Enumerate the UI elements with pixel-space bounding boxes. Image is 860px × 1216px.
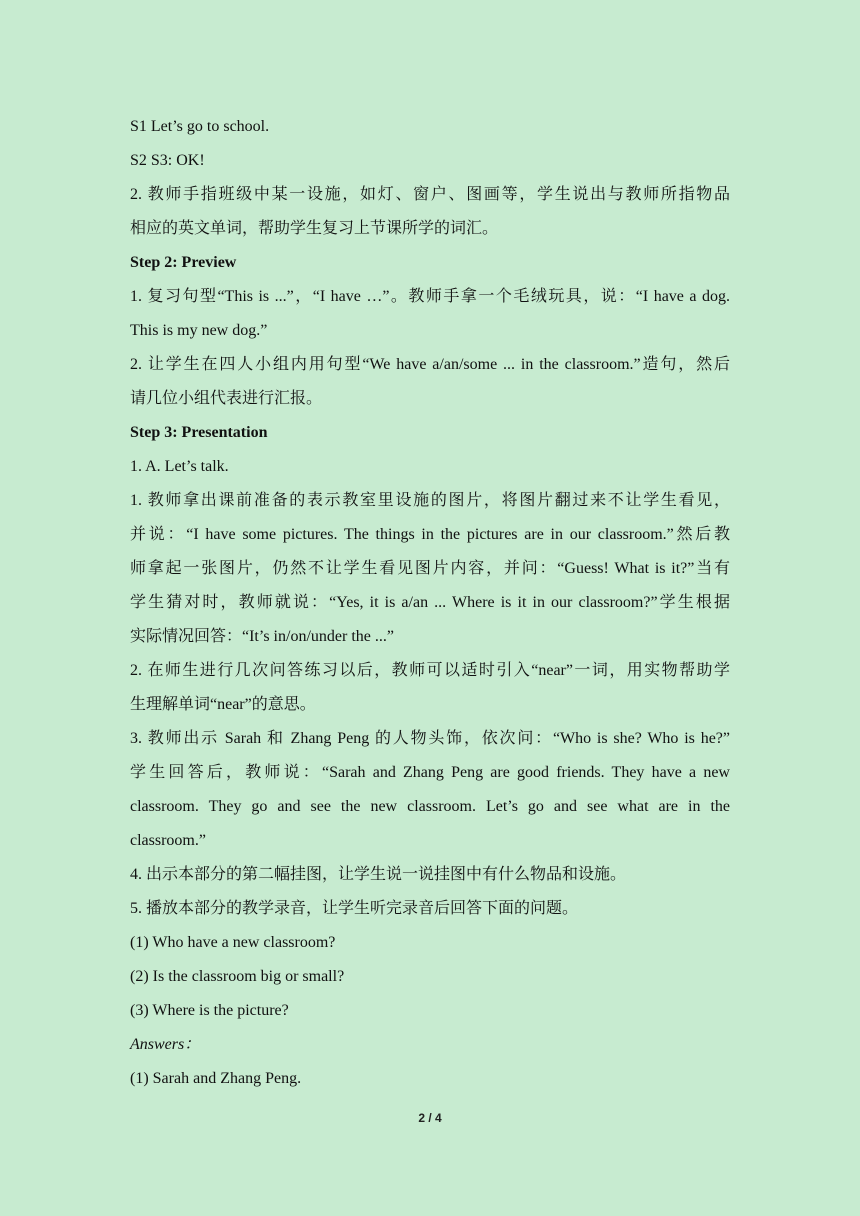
answer-line: (1) Sarah and Zhang Peng.: [130, 1070, 302, 1087]
text-line: S2 S3: OK!: [130, 152, 205, 169]
text-line: 实际情况回答：“It’s in/on/under the ...”: [130, 628, 394, 645]
text-line: 相应的英文单词，帮助学生复习上节课所学的词汇。: [130, 220, 499, 237]
text-line: 2. 教师手指班级中某一设施，如灯、窗户、图画等，学生说出与教师所指物品: [130, 186, 730, 203]
page-number: 2 / 4: [418, 1111, 442, 1125]
question-line: (3) Where is the picture?: [130, 1002, 289, 1019]
section-heading: Step 3: Presentation: [130, 424, 268, 441]
text-line: 并说：“I have some pictures. The things in the pictures are in our classroom.”然后教: [130, 526, 730, 543]
text-line: 2. 让学生在四人小组内用句型“We have a/an/some ... in the classroom.”造句，然后: [130, 356, 730, 373]
text-line: classroom. They go and see the new classroom. Let’s go and see what are in the: [130, 798, 730, 815]
text-line: 1. 教师拿出课前准备的表示教室里设施的图片，将图片翻过来不让学生看见，: [130, 492, 730, 509]
text-line: 2. 在师生进行几次问答练习以后，教师可以适时引入“near”一词，用实物帮助学: [130, 662, 730, 679]
section-heading: Step 2: Preview: [130, 254, 237, 271]
text-line: 生理解单词“near”的意思。: [130, 696, 316, 713]
text-line: 4. 出示本部分的第二幅挂图，让学生说一说挂图中有什么物品和设施。: [130, 866, 627, 883]
text-line: 3. 教师出示 Sarah 和 Zhang Peng 的人物头饰，依次问：“Who is she? Who is he?”: [130, 730, 730, 747]
text-line: 5. 播放本部分的教学录音，让学生听完录音后回答下面的问题。: [130, 900, 579, 917]
text-line: This is my new dog.”: [130, 322, 268, 339]
text-line: 1. 复习句型“This is ...”，“I have …”。教师手拿一个毛绒玩具，说：“I have a dog.: [130, 288, 730, 305]
text-line: 学生猜对时，教师就说：“Yes, it is a/an ... Where is it in our classroom?”学生根据: [130, 594, 730, 611]
answers-label: Answers：: [130, 1036, 201, 1053]
text-line: 师拿起一张图片，仍然不让学生看见图片内容，并问：“Guess! What is it?”当有: [130, 560, 730, 577]
document-body: [130, 110, 730, 1096]
text-line: 学生回答后，教师说：“Sarah and Zhang Peng are good friends. They have a new: [130, 764, 730, 781]
text-line: classroom.”: [130, 832, 206, 849]
question-line: (2) Is the classroom big or small?: [130, 968, 345, 985]
text-line: 1. A. Let’s talk.: [130, 458, 229, 475]
text-line: S1 Let’s go to school.: [130, 118, 270, 135]
text-line: 请几位小组代表进行汇报。: [130, 390, 323, 407]
question-line: (1) Who have a new classroom?: [130, 934, 336, 951]
